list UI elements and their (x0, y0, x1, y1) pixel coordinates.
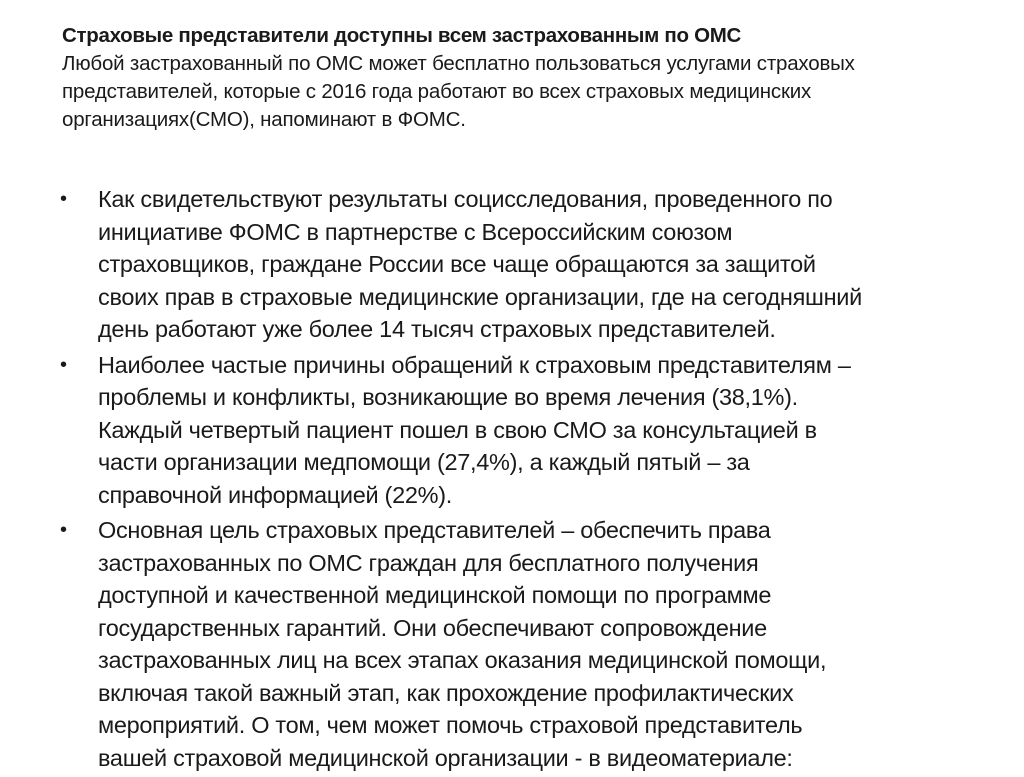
text-line: Наиболее частые причины обращений к страховым представителям – (98, 351, 851, 378)
text-line: вашей страховой медицинской организации - в видеоматериале: (98, 744, 793, 771)
bullet-text (98, 183, 988, 346)
text-line: справочной информацией (22%). (98, 481, 452, 508)
text-line: проблемы и конфликты, возникающие во время лечения (38,1%). (98, 384, 798, 410)
bullet-text (98, 514, 988, 774)
text-line: части организации медпомощи (27,4%), а каждый пятый – за (98, 449, 750, 475)
bullet-icon: • (60, 353, 67, 376)
text-line: инициативе ФОМС в партнерстве с Всероссийским союзом (98, 218, 733, 245)
slide-title: Страховые представители доступны всем застрахованным по ОМС (62, 24, 742, 47)
text-line: включая такой важный этап, как прохождение профилактических (98, 679, 794, 706)
text-line: застрахованных по ОМС граждан для бесплатного получения (98, 549, 759, 576)
text-line: застрахованных лиц на всех этапах оказания медицинской помощи, (98, 647, 827, 673)
bullet-list (58, 183, 988, 777)
text-line: Основная цель страховых представителей – обеспечить права (98, 517, 771, 543)
text-line: мероприятий. О том, чем может помочь страховой представитель (98, 712, 803, 738)
text-line: своих прав в страховые медицинские организации, где на сегодняшний (98, 283, 862, 310)
text-line: Каждый четвертый пациент пошел в свою СМО за консультацией в (98, 416, 817, 443)
intro-line: представителей, которые с 2016 года работают во всех страховых медицинских (62, 80, 812, 103)
bullet-item (58, 349, 988, 512)
bullet-text (98, 349, 988, 512)
bullet-item (58, 183, 988, 346)
text-line: государственных гарантий. Они обеспечивают сопровождение (98, 614, 767, 641)
text-line: страховщиков, граждане России все чаще обращаются за защитой (98, 251, 816, 277)
intro-line: Любой застрахованный по ОМС может бесплатно пользоваться услугами страховых (62, 52, 855, 75)
bullet-icon: • (60, 519, 67, 541)
bullet-icon: • (60, 188, 67, 210)
slide-header (62, 22, 982, 134)
text-line: Как свидетельствуют результаты социсследования, проведенного по (98, 186, 833, 212)
bullet-item (58, 514, 988, 774)
text-line: доступной и качественной медицинской помощи по программе (98, 582, 772, 608)
intro-line: организациях(СМО), напоминают в ФОМС. (62, 108, 466, 131)
text-line: день работают уже более 14 тысяч страховых представителей. (98, 316, 776, 342)
